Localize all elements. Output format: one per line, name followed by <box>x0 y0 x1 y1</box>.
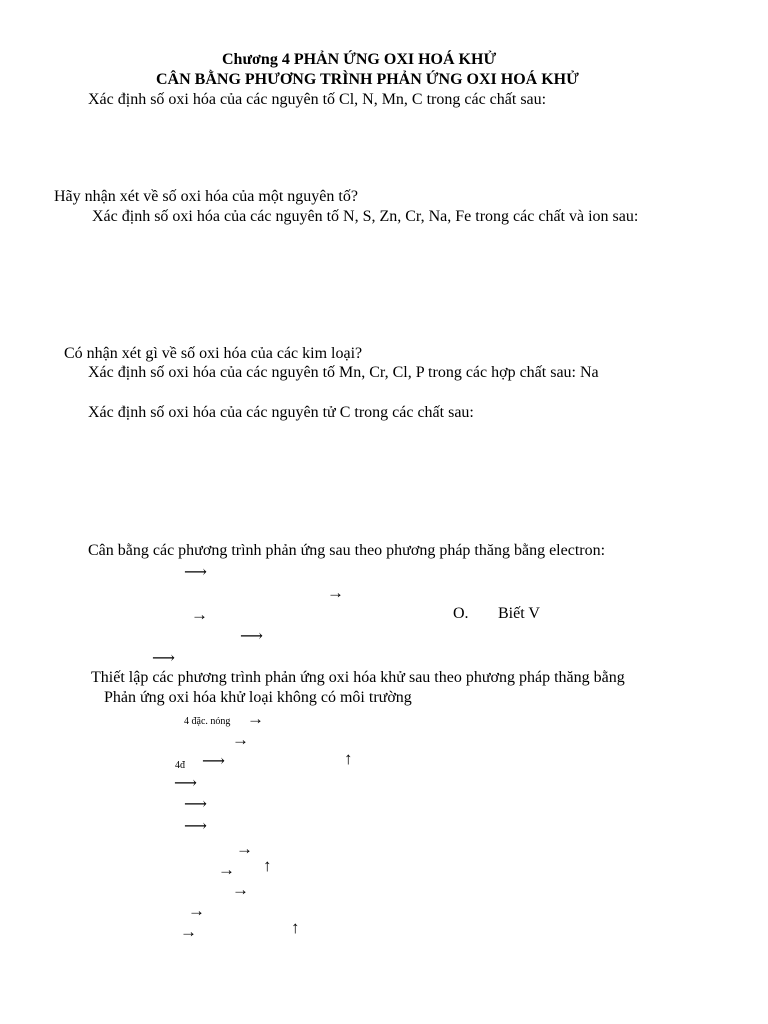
question-8-subheading: Phản ứng oxi hóa khử loại không có môi trường <box>104 689 412 706</box>
chapter-title: Chương 4 PHẢN ỨNG OXI HOÁ KHỬ <box>222 51 497 68</box>
question-3: Xác định số oxi hóa của các nguyên tố N, S, Zn, Cr, Na, Fe trong các chất và ion sau: <box>92 208 639 225</box>
arrow-icon: → <box>327 583 344 602</box>
long-arrow-icon: ⟶ <box>202 753 224 770</box>
arrow-icon: → <box>191 605 208 624</box>
up-arrow-icon: ↑ <box>344 749 353 768</box>
up-arrow-icon: ↑ <box>263 856 272 875</box>
question-8: Thiết lập các phương trình phản ứng oxi hóa khử sau theo phương pháp thăng bằng <box>91 669 625 686</box>
arrow-icon: → <box>247 709 264 728</box>
up-arrow-icon: ↑ <box>291 918 300 937</box>
long-arrow-icon: ⟶ <box>184 796 206 813</box>
arrow-icon: → <box>218 860 235 879</box>
long-arrow-icon: ⟶ <box>184 818 206 835</box>
condition-label: 4 đặc. nóng <box>184 716 231 727</box>
long-arrow-icon: ⟶ <box>240 628 262 645</box>
long-arrow-icon: ⟶ <box>152 650 174 667</box>
arrow-icon: → <box>232 730 249 749</box>
arrow-icon: → <box>236 839 253 858</box>
question-7: Cân bằng các phương trình phản ứng sau theo phương pháp thăng bằng electron: <box>88 542 606 559</box>
question-1: Xác định số oxi hóa của các nguyên tố Cl, N, Mn, C trong các chất sau: <box>88 91 547 108</box>
question-6: Xác định số oxi hóa của các nguyên tử C trong các chất sau: <box>88 404 474 421</box>
arrow-icon: → <box>188 901 205 920</box>
arrow-icon: → <box>180 922 197 941</box>
question-2: Hãy nhận xét về số oxi hóa của một nguyên tố? <box>54 188 358 205</box>
long-arrow-icon: ⟶ <box>174 775 196 792</box>
question-4: Có nhận xét gì về số oxi hóa của các kim loại? <box>64 345 363 362</box>
section-title: CÂN BẰNG PHƯƠNG TRÌNH PHẢN ỨNG OXI HOÁ KHỬ <box>156 71 579 88</box>
equation-note: Biết V <box>498 605 540 622</box>
condition-label: 4đ <box>175 760 185 771</box>
long-arrow-icon: ⟶ <box>184 564 206 581</box>
question-5: Xác định số oxi hóa của các nguyên tố Mn, Cr, Cl, P trong các hợp chất sau: Na <box>88 364 599 381</box>
arrow-icon: → <box>232 880 249 899</box>
equation-suffix-o: O. <box>453 605 469 622</box>
